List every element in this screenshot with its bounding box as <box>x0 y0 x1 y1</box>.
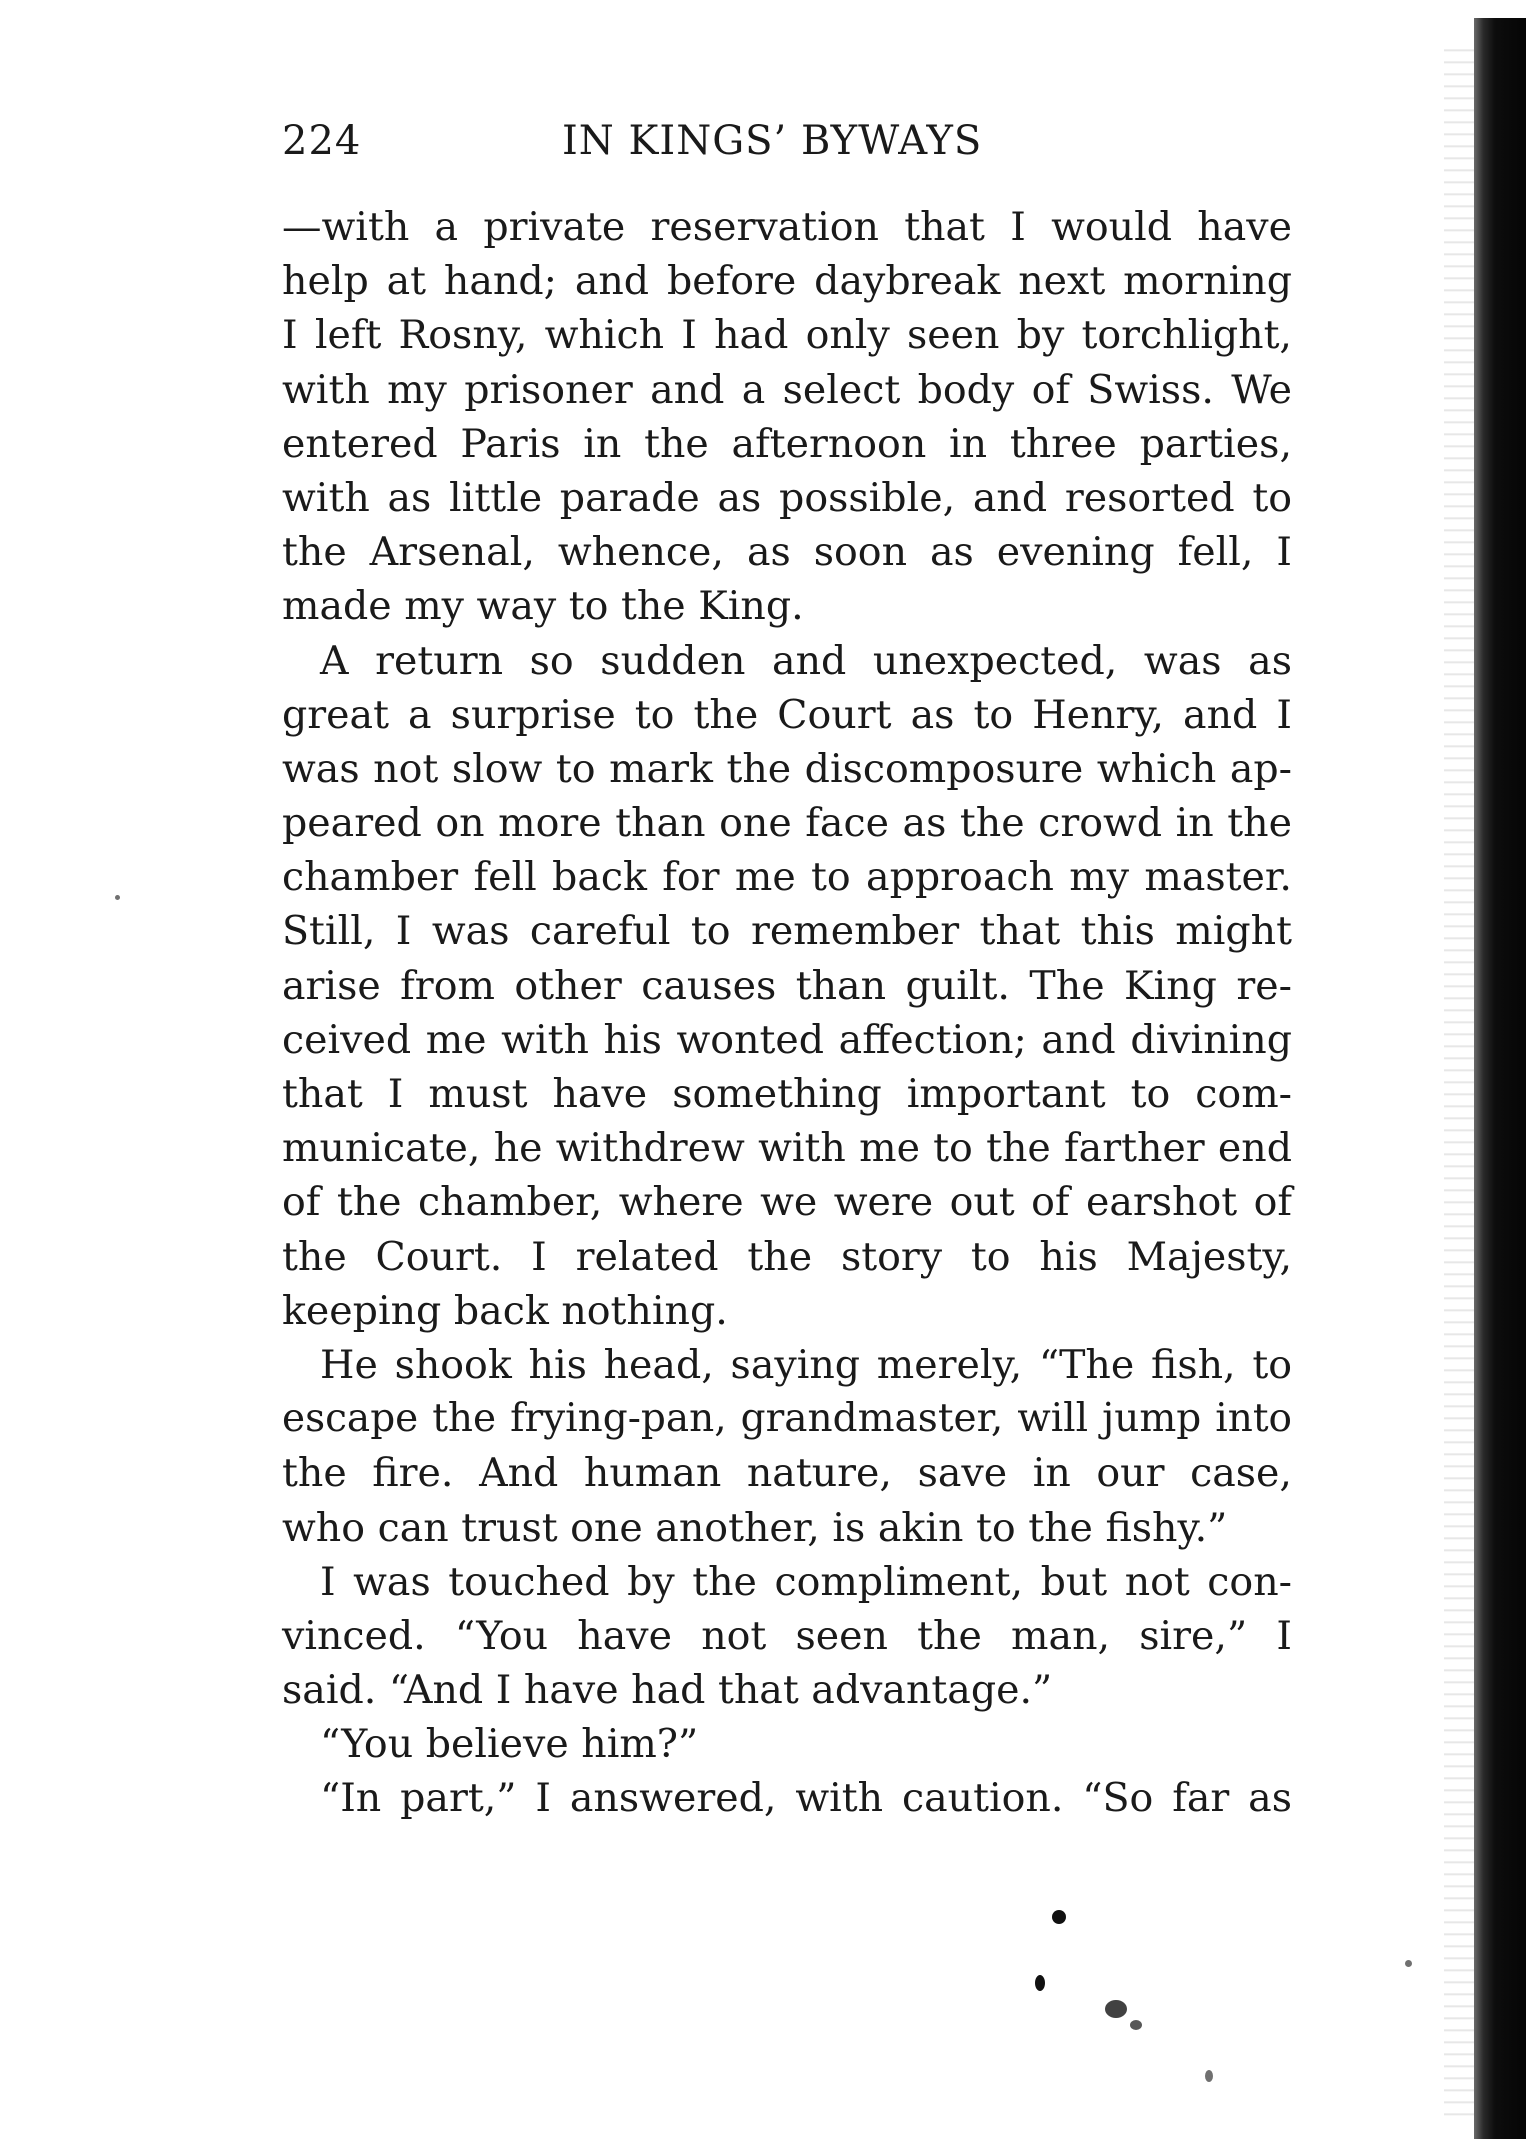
text-line: of the chamber, where we were out of earshot of <box>282 1179 1292 1226</box>
binding-edge <box>1474 18 1526 2139</box>
text-line: I was touched by the compliment, but not con- <box>320 1558 1292 1605</box>
text-line: He shook his head, saying merely, “The fish, to <box>320 1341 1292 1388</box>
text-line: help at hand; and before daybreak next morning <box>282 258 1292 305</box>
text-line: made my way to the King. <box>282 583 804 630</box>
text-line: the Court. I related the story to his Majesty, <box>282 1233 1292 1280</box>
text-line: Still, I was careful to remember that this might <box>282 908 1292 955</box>
ink-speck <box>1205 2070 1213 2082</box>
text-line: I left Rosny, which I had only seen by torchlight, <box>282 312 1292 359</box>
ink-speck <box>1405 1960 1412 1967</box>
page-number: 224 <box>282 118 362 164</box>
text-line: keeping back nothing. <box>282 1287 728 1334</box>
text-line: ceived me with his wonted affection; and divining <box>282 1016 1292 1063</box>
text-line: with as little parade as possible, and resorted to <box>282 474 1292 521</box>
page-header <box>282 118 1292 178</box>
text-line: municate, he withdrew with me to the farther end <box>282 1125 1292 1172</box>
text-line: peared on more than one face as the crowd in the <box>282 800 1292 847</box>
ink-speck <box>1130 2020 1142 2030</box>
text-line: that I must have something important to com- <box>282 1071 1292 1117</box>
body-text <box>282 200 1292 1826</box>
text-line: “You believe him?” <box>320 1721 699 1768</box>
text-line: vinced. “You have not seen the man, sire,” I <box>282 1612 1292 1659</box>
text-line: who can trust one another, is akin to the fishy.” <box>282 1504 1228 1551</box>
text-line: chamber fell back for me to approach my master. <box>282 854 1292 901</box>
text-line: with my prisoner and a select body of Swiss. We <box>282 366 1292 413</box>
ink-speck <box>115 895 120 900</box>
text-line: entered Paris in the afternoon in three parties, <box>282 420 1292 467</box>
text-line: arise from other causes than guilt. The King re- <box>282 962 1292 1009</box>
ink-speck <box>1052 1910 1066 1924</box>
text-line: A return so sudden and unexpected, was as <box>320 637 1292 684</box>
text-line: the Arsenal, whence, as soon as evening fell, I <box>282 529 1292 576</box>
text-line: “In part,” I answered, with caution. “So far as <box>320 1775 1292 1822</box>
ink-speck <box>1035 1975 1045 1991</box>
binding-shadow <box>1444 40 1474 2120</box>
text-line: was not slow to mark the discomposure which ap- <box>282 745 1292 792</box>
text-line: said. “And I have had that advantage.” <box>282 1667 1053 1714</box>
running-title: IN KINGS’ BYWAYS <box>562 118 983 164</box>
text-line: escape the frying-pan, grandmaster, will jump into <box>282 1396 1292 1442</box>
text-line: great a surprise to the Court as to Henry, and I <box>282 691 1292 738</box>
text-line: —with a private reservation that I would have <box>282 204 1292 250</box>
ink-speck <box>1105 2000 1127 2018</box>
text-line: the fire. And human nature, save in our case, <box>282 1450 1292 1497</box>
